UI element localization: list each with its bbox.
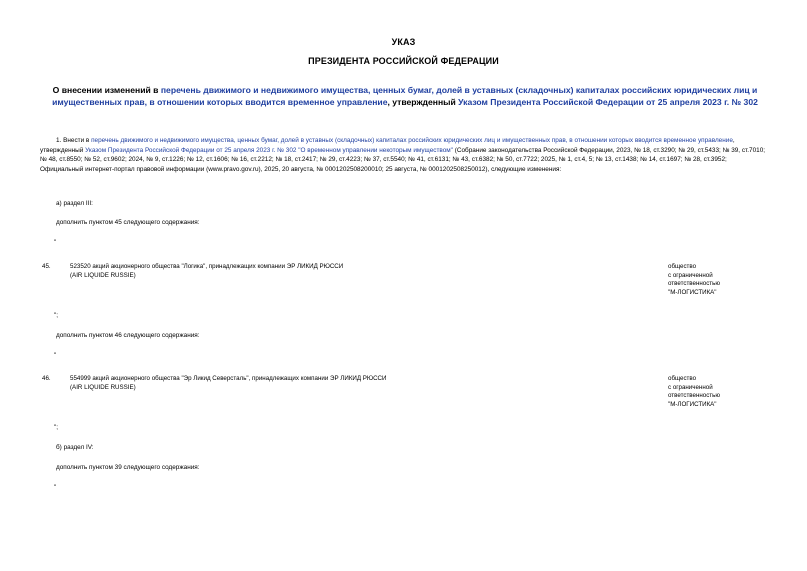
title-link-decree[interactable]: Указом Президента Российской Федерации от 25 апреля 2023 г. № 302 bbox=[458, 97, 758, 107]
row46-manager-line4: "М-ЛОГИСТИКА" bbox=[668, 400, 717, 408]
row45-manager-line1: общество bbox=[668, 263, 697, 270]
row46-manager-line1: общество bbox=[668, 375, 697, 382]
row46-desc-line1: 554999 акций акционерного общества "Эр Ликид Северсталь", принадлежащих компании ЭР ЛИКИД РЮССИ bbox=[70, 375, 387, 382]
open-quote-3: " bbox=[54, 484, 57, 491]
p1-rest: (Собрание законодательства Российской Федерации, 2023, № 18, ст.3290; № 29, ст.5433; № 39, ст.7010; № 48, ст.8550; № 52, ст.9602; 2024, № 9, ст.1226; № 12, ст.1606; № 16, ст.2212; № 18, ст.2417; № 29, ст.4223; № 37, ст.5540; № 41, ст.6131; № 43, ст.6382; № 50, ст.7722; 2025, № 1, ст.4, 5; № 13, ст.1438; № 14, ст.1697; № 28, ст.3952; Официальный интернет-портал правовой информации (www.pravo.gov.ru), 2025, 20 августа, № 0001202508200010; 25 августа, № 0001202508250012), следующие изменения: bbox=[40, 146, 766, 174]
add-item-46-text: дополнить пунктом 46 следующего содержания: bbox=[56, 332, 200, 339]
open-quote-1: " bbox=[54, 239, 57, 246]
decree-heading: УКАЗ bbox=[391, 37, 416, 47]
paragraph-1 bbox=[40, 136, 770, 175]
row45-number: 45. bbox=[42, 263, 51, 270]
row46-description bbox=[70, 375, 630, 392]
row45-description bbox=[70, 263, 630, 280]
open-quote-2: " bbox=[54, 352, 57, 359]
row46-manager-line2: с ограниченной bbox=[668, 383, 713, 391]
close-quote-1: "; bbox=[54, 312, 59, 319]
title-link-list[interactable]: перечень движимого и недвижимого имущества, ценных бумаг, долей в уставных (складочных) капиталах российских юридических лиц и имущественных прав, в отношении которых вводится временное управление bbox=[52, 85, 758, 107]
decree-title bbox=[40, 84, 770, 108]
row46-number: 46. bbox=[42, 375, 51, 382]
title-prefix: О внесении изменений в bbox=[52, 85, 161, 95]
decree-issuer: ПРЕЗИДЕНТА РОССИЙСКОЙ ФЕДЕРАЦИИ bbox=[308, 56, 499, 66]
add-item-39-text: дополнить пунктом 39 следующего содержания: bbox=[56, 464, 200, 471]
title-middle: , утвержденный bbox=[387, 97, 459, 107]
row46-desc-line2: (AIR LIQUIDE RUSSIE) bbox=[70, 383, 136, 391]
row45-desc-line1: 523520 акций акционерного общества "Логика", принадлежащих компании ЭР ЛИКИД РЮССИ bbox=[70, 263, 344, 270]
row45-manager-line3: ответственностью bbox=[668, 280, 721, 288]
row45-desc-line2: (AIR LIQUIDE RUSSIE) bbox=[70, 271, 136, 279]
add-item-45-text: дополнить пунктом 45 следующего содержания: bbox=[56, 219, 200, 226]
row45-manager bbox=[668, 263, 768, 297]
p1-link-list[interactable]: перечень движимого и недвижимого имущества, ценных бумаг, долей в уставных (складочных) капиталах российских юридических лиц и имущественных прав, в отношении которых вводится временное управление bbox=[91, 137, 733, 144]
p1-start: 1. Внести в bbox=[56, 137, 92, 144]
close-quote-2: "; bbox=[54, 424, 59, 431]
p1-mid: , утвержденный bbox=[40, 137, 735, 154]
row45-manager-line4: "М-ЛОГИСТИКА" bbox=[668, 288, 717, 296]
section-b-label: б) раздел IV: bbox=[56, 444, 94, 451]
section-a-label: а) раздел III: bbox=[56, 200, 93, 207]
p1-link-decree[interactable]: Указом Президента Российской Федерации от 25 апреля 2023 г. № 302 "О временном управлении некоторым имуществом" bbox=[85, 146, 453, 154]
row45-manager-line2: с ограниченной bbox=[668, 271, 713, 279]
row46-manager-line3: ответственностью bbox=[668, 392, 721, 400]
row46-manager bbox=[668, 375, 768, 409]
